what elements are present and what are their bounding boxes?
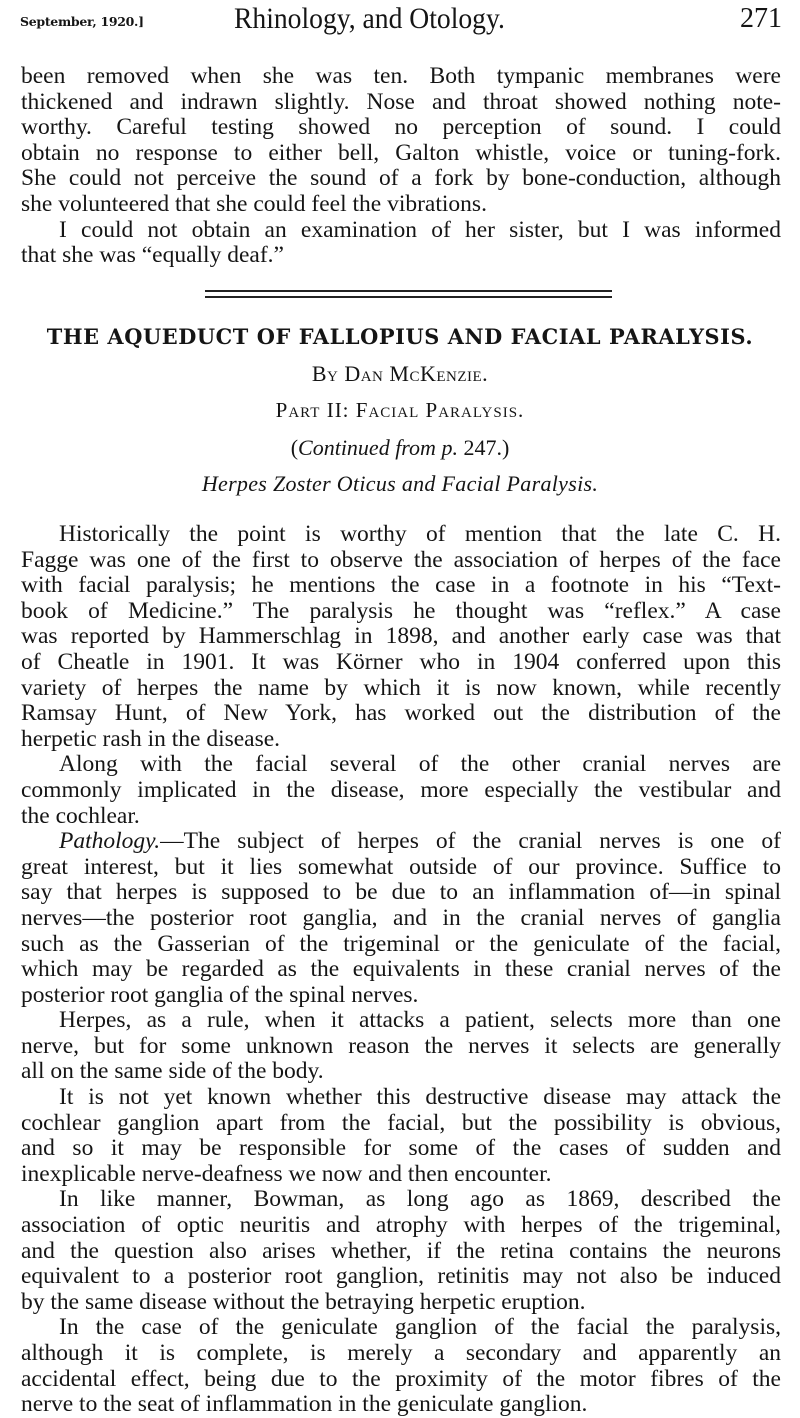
text-line: which may be regarded as the equivalents in these cranial nerves of the	[21, 956, 781, 983]
page-number: 271	[740, 3, 782, 34]
text-line: In the case of the geniculate ganglion of the facial the paralysis,	[59, 1314, 781, 1341]
text-line: worthy. Careful testing showed no perception of sound. I could	[21, 114, 781, 141]
pathology-lead: Pathology.	[59, 828, 161, 855]
text-line: all on the same side of the body.	[21, 1058, 324, 1085]
text-line: say that herpes is supposed to be due to an inflammation of—in spinal	[21, 879, 781, 906]
paragraph	[21, 218, 781, 269]
text-line: she volunteered that she could feel the vibrations.	[21, 190, 487, 217]
text-line: and the question also arises whether, if the retina contains the neurons	[21, 1237, 781, 1264]
article-byline: By Dan McKenzie.	[311, 361, 489, 386]
text-line: nerve, but for some unknown reason the nerves it selects are generally	[21, 1032, 781, 1059]
text-line: commonly implicated in the disease, more especially the vestibular and	[21, 776, 781, 803]
text-line: variety of herpes the name by which it is now known, while recently	[21, 674, 781, 701]
text-line: Along with the facial several of the other cranial nerves are	[59, 751, 781, 778]
text-line: that she was “equally deaf.”	[21, 242, 284, 269]
continued-text	[21, 64, 781, 269]
paragraph	[21, 1187, 781, 1315]
text-line: cochlear ganglion apart from the facial, but the possibility is obvious,	[21, 1109, 781, 1136]
paragraph	[21, 752, 781, 829]
text-line: thickened and indrawn slightly. Nose and throat showed nothing note-	[21, 88, 781, 115]
section-divider-bottom	[205, 296, 612, 298]
text-line: equivalent to a posterior root ganglion, retinitis may not also be induced	[21, 1263, 781, 1290]
text-line: such as the Gasserian of the trigeminal or the geniculate of the facial,	[21, 930, 781, 957]
paragraph	[21, 64, 781, 218]
text-line	[21, 829, 781, 855]
paragraph	[21, 522, 781, 752]
paragraph	[21, 1085, 781, 1187]
text-line: inexplicable nerve-deafness we now and then encounter.	[21, 1160, 552, 1187]
text-line: with facial paralysis; he mentions the case in a footnote in his “Text-	[21, 572, 781, 599]
text-line: Ramsay Hunt, of New York, has worked out the distribution of the	[21, 700, 781, 727]
text-line: It is not yet known whether this destructive disease may attack the	[59, 1084, 781, 1111]
article-body	[21, 522, 781, 1418]
text-line: by the same disease without the betraying herpetic eruption.	[21, 1288, 586, 1315]
continued-suffix: 247.)	[457, 435, 510, 460]
continued-prefix: (	[290, 435, 299, 460]
text-line: and so it may be responsible for some of the cases of sudden and	[21, 1135, 781, 1162]
section-heading: Herpes Zoster Oticus and Facial Paralysis.	[201, 471, 599, 496]
text-line: In like manner, Bowman, as long ago as 1869, described the	[59, 1186, 781, 1213]
issue-date: September, 1920.]	[20, 14, 144, 29]
text-line: I could not obtain an examination of her sister, but I was informed	[59, 216, 781, 243]
text-line: Historically the point is worthy of mention that the late C. H.	[59, 521, 781, 547]
continued-note	[0, 435, 800, 461]
text-line: although it is complete, is merely a secondary and apparently an	[21, 1340, 781, 1366]
article-part: Part II: Facial Paralysis.	[275, 398, 525, 422]
text-line: Herpes, as a rule, when it attacks a patient, selects more than one	[59, 1007, 781, 1034]
text-line: Fagge was one of the first to observe the association of herpes of the face	[21, 546, 781, 573]
text-line: herpetic rash in the disease.	[21, 725, 281, 752]
journal-section-title: Rhinology, and Otology.	[234, 2, 505, 35]
paragraph-pathology	[21, 829, 781, 1008]
text-line: great interest, but it lies somewhat outside of our province. Suffice to	[21, 853, 781, 880]
section-divider-top	[205, 290, 612, 292]
text-line: posterior root ganglia of the spinal nerves.	[21, 981, 419, 1008]
running-head	[0, 0, 800, 40]
text-line: of Cheatle in 1901. It was Körner who in 1904 conferred upon this	[21, 648, 781, 675]
text-line: association of optic neuritis and atrophy with herpes of the trigeminal,	[21, 1212, 781, 1239]
text-fragment: —The subject of herpes of the cranial nerves is one of	[160, 828, 781, 855]
text-line: obtain no response to either bell, Galton whistle, voice or tuning-fork.	[21, 139, 781, 166]
article-title: THE AQUEDUCT OF FALLOPIUS AND FACIAL PARALYSIS.	[46, 325, 754, 350]
text-line: been removed when she was ten. Both tympanic membranes were	[21, 63, 781, 89]
text-line: the cochlear.	[21, 802, 140, 829]
text-line: nerve to the seat of inflammation in the geniculate ganglion.	[21, 1391, 588, 1418]
paragraph	[21, 1008, 781, 1085]
text-line: book of Medicine.” The paralysis he thought was “reflex.” A case	[21, 597, 781, 624]
text-line: accidental effect, being due to the proximity of the motor fibres of the	[21, 1365, 781, 1392]
continued-italic: Continued from p.	[298, 435, 458, 460]
text-line: was reported by Hammerschlag in 1898, and another early case was that	[21, 623, 781, 650]
text-line: nerves—the posterior root ganglia, and in the cranial nerves of ganglia	[21, 904, 781, 931]
text-line: She could not perceive the sound of a fork by bone-conduction, although	[21, 165, 781, 192]
paragraph	[21, 1315, 781, 1417]
